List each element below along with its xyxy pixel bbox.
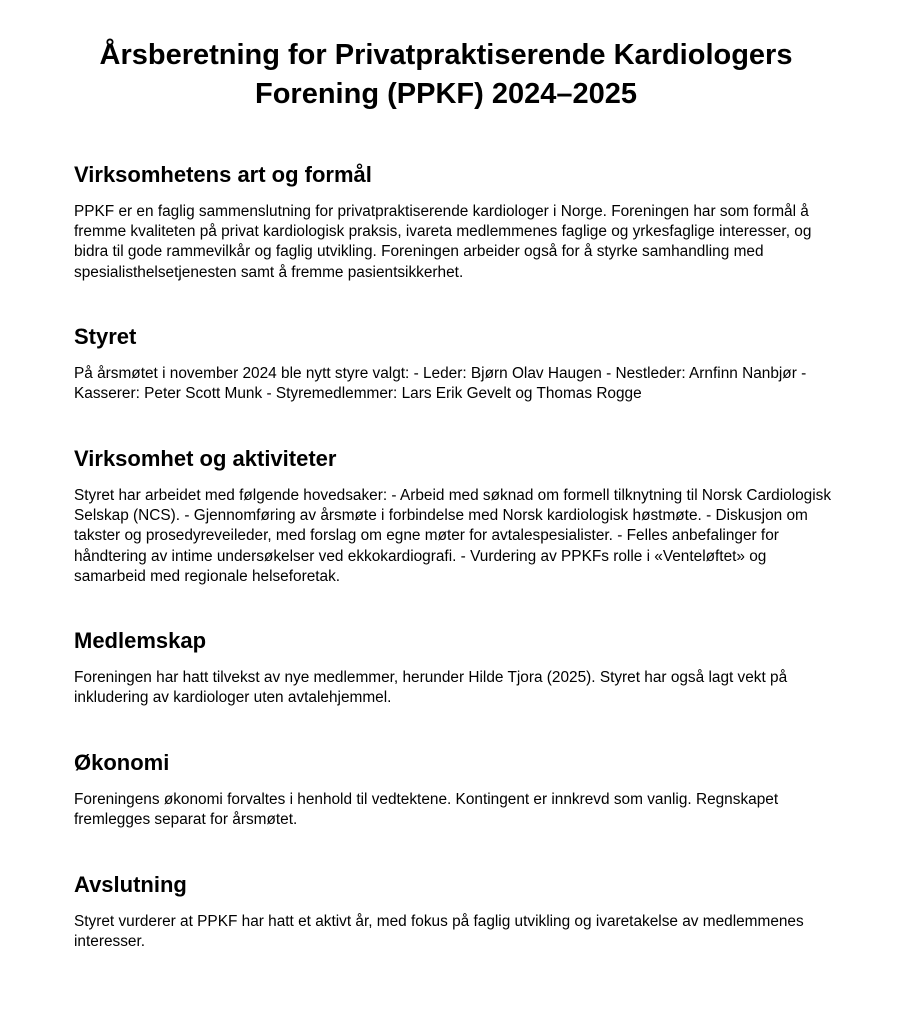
section-virksomhetens-art-og-formal — [74, 162, 834, 283]
section-heading: Avslutning — [74, 872, 187, 897]
section-body: Styret vurderer at PPKF har hatt et aktivt år, med fokus på faglig utvikling og ivaretakelse av medlemmenes interesser. — [74, 913, 804, 951]
section-heading: Økonomi — [74, 750, 170, 775]
section-styret — [74, 324, 834, 404]
section-body: På årsmøtet i november 2024 ble nytt styre valgt: - Leder: Bjørn Olav Haugen - Nestleder: Arnfinn Nanbjør - Kasserer: Peter Scott Munk - Styremedlemmer: Lars Erik Gevelt og Thomas Rogge — [74, 365, 807, 403]
section-avslutning — [74, 872, 834, 952]
section-heading: Medlemskap — [74, 628, 207, 653]
document-title: Årsberetning for Privatpraktiserende Kardiologers Forening (PPKF) 2024–2025 — [99, 39, 793, 110]
section-body: Foreningens økonomi forvaltes i henhold til vedtektene. Kontingent er innkrevd som vanlig. Regnskapet fremlegges separat for årsmøtet. — [74, 791, 779, 829]
section-heading: Virksomhet og aktiviteter — [74, 446, 337, 471]
section-medlemskap — [74, 628, 834, 708]
section-body: Styret har arbeidet med følgende hovedsaker: - Arbeid med søknad om formell tilknytning til Norsk Cardiologisk Selskap (NCS). - Gjennomføring av årsmøte i forbindelse med Norsk kardiologisk høstmøte. - Diskusjon om takster og prosedyreveileder, med forslag om egne møter for avtalespesialister. - Felles anbefalinger for håndtering av intime undersøkelser ved ekkokardiografi. - Vurdering av PPKFs rolle i «Venteløftet» og samarbeid med regionale helseforetak. — [74, 487, 832, 585]
section-heading: Virksomhetens art og formål — [74, 162, 372, 187]
section-okonomi — [74, 750, 834, 830]
section-heading: Styret — [74, 324, 137, 349]
section-virksomhet-og-aktiviteter — [74, 446, 834, 587]
section-body: PPKF er en faglig sammenslutning for privatpraktiserende kardiologer i Norge. Foreningen har som formål å fremme kvaliteten på privat kardiologisk praksis, ivareta medlemmenes faglige og yrkesfaglige interesser, og bidra til gode rammevilkår og faglig utvikling. Foreningen arbeider også for å styrke samhandling med spesialisthelsetjenesten samt å fremme pasientsikkerhet. — [74, 203, 812, 281]
section-body: Foreningen har hatt tilvekst av nye medlemmer, herunder Hilde Tjora (2025). Styret har også lagt vekt på inkludering av kardiologer uten avtalehjemmel. — [74, 669, 788, 707]
